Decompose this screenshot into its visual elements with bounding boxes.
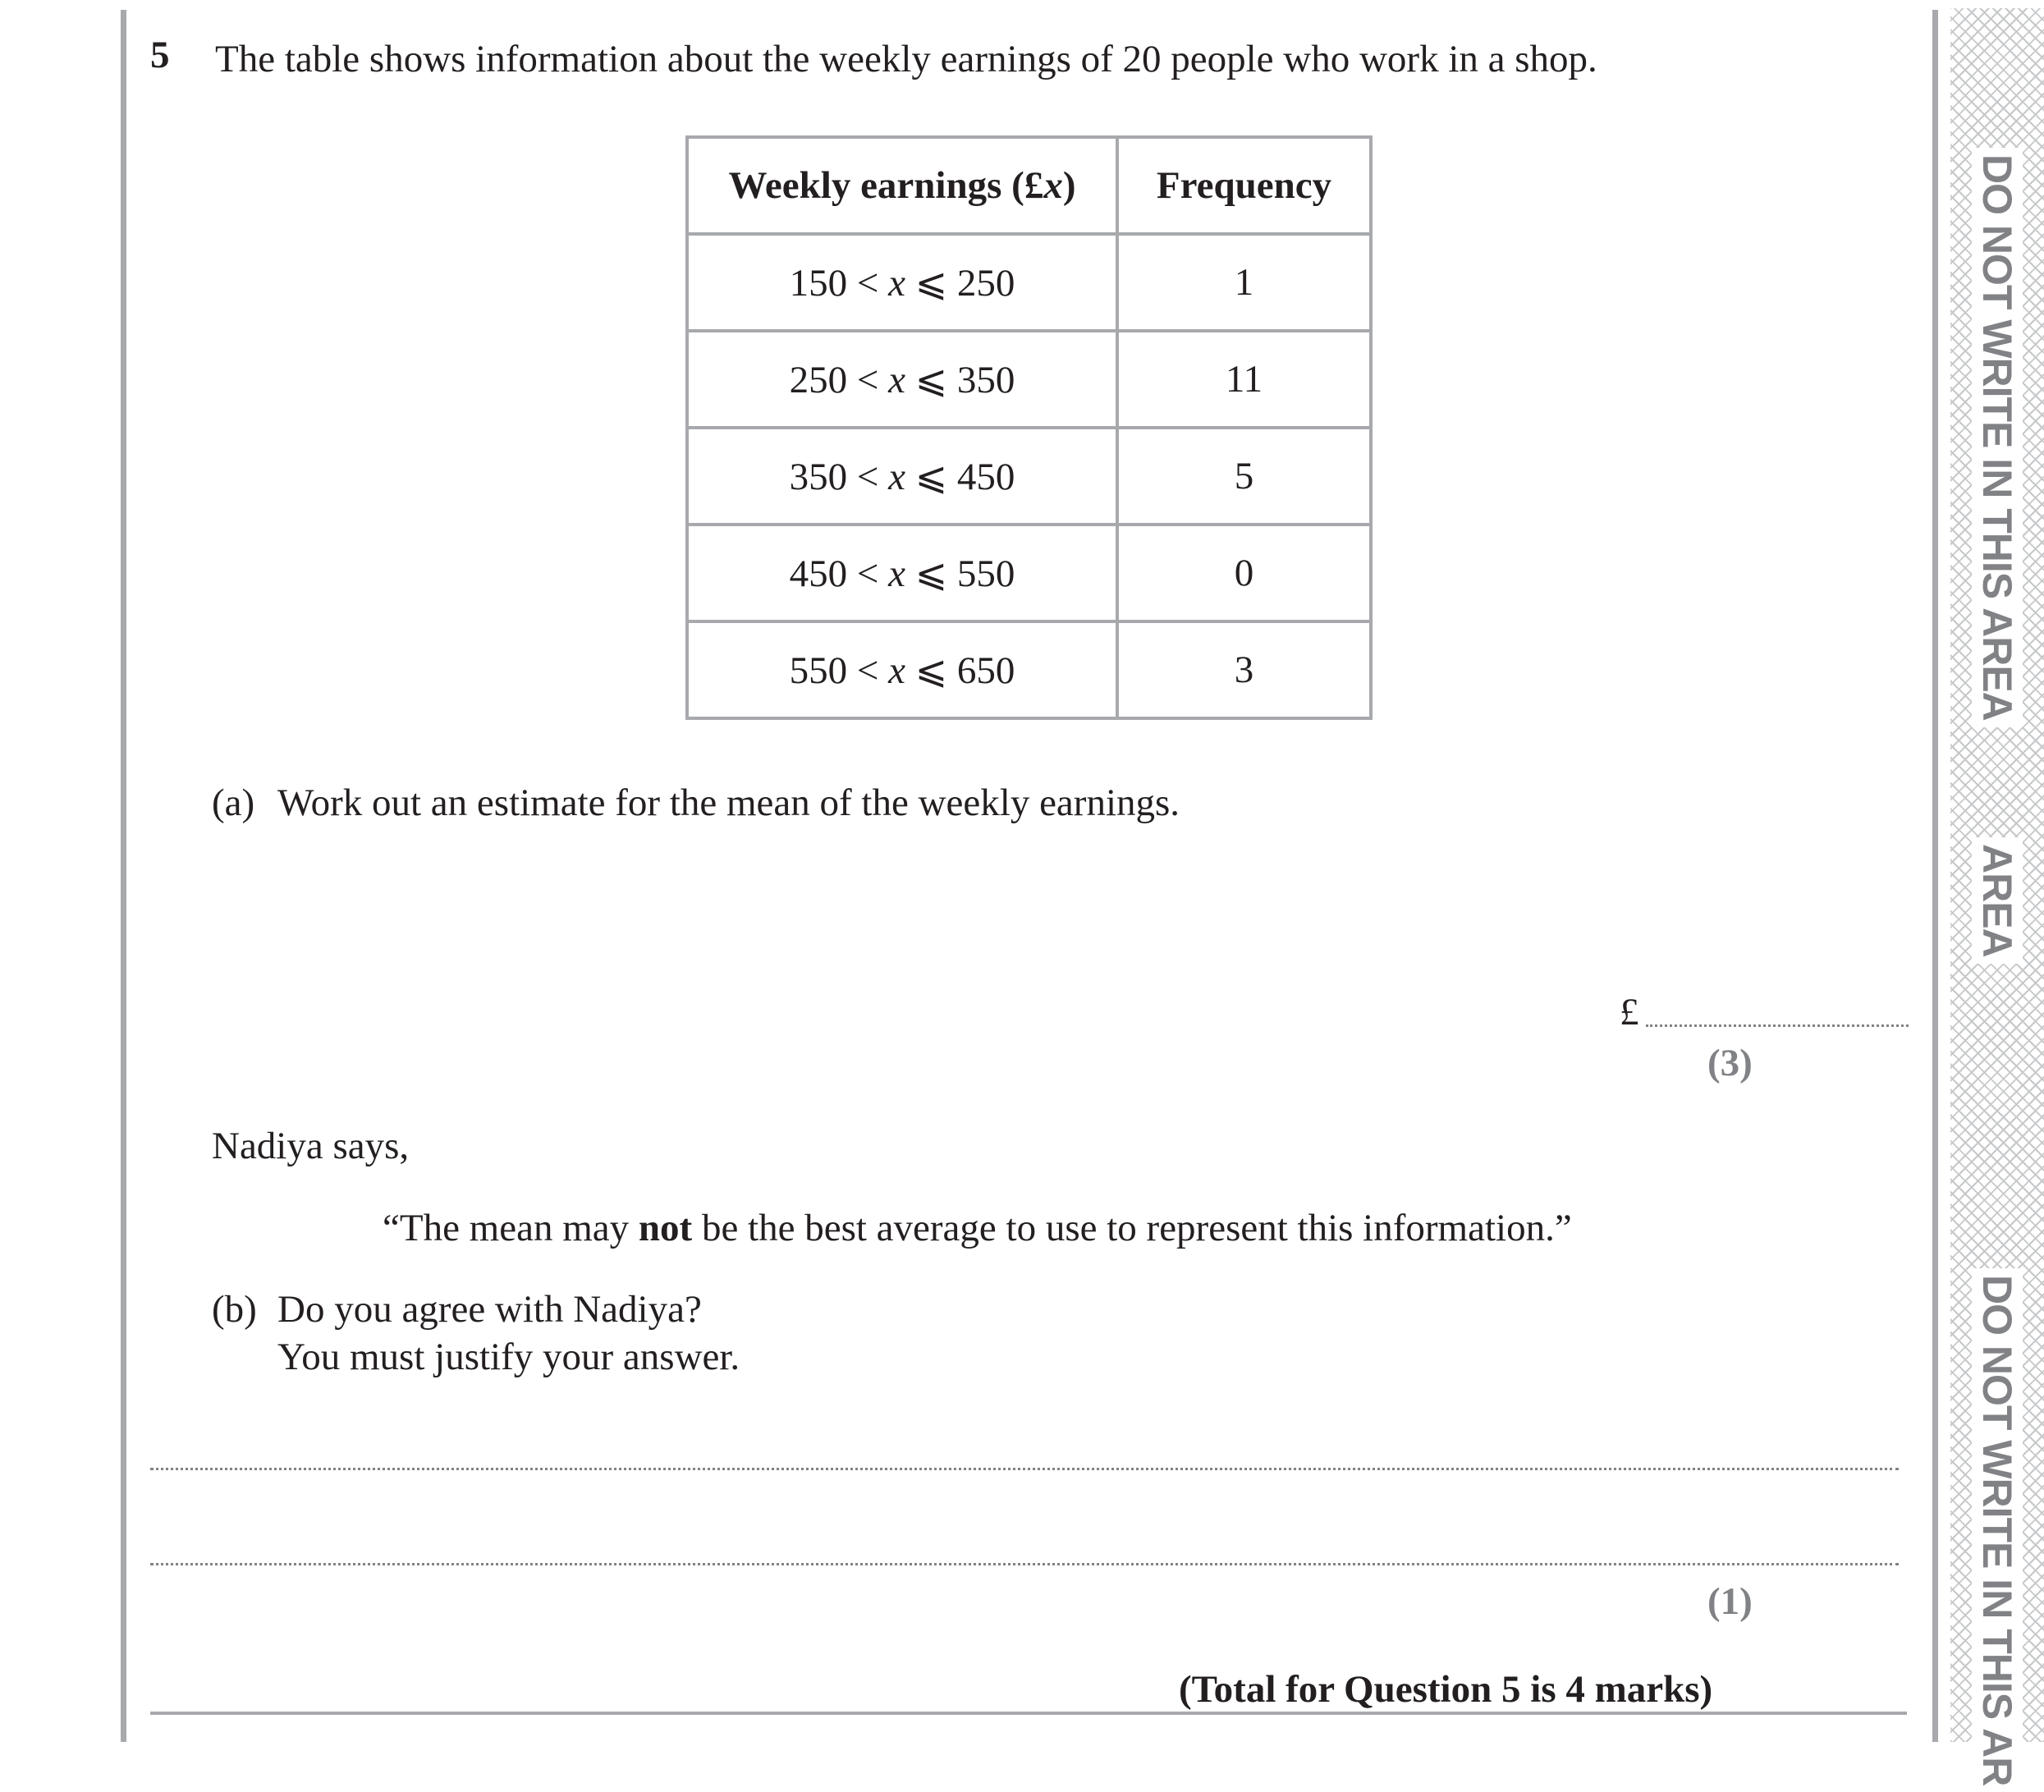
quote-start: “The mean may [383,1207,639,1249]
question-total-marks: (Total for Question 5 is 4 marks) [1179,1668,1713,1711]
margin-warning-middle: AREA [1972,837,2023,964]
table-row [687,621,1371,718]
part-b-instruction: You must justify your answer. [277,1336,740,1378]
nadiya-intro: Nadiya says, [212,1125,410,1167]
part-a-marks: (3) [1707,1042,1753,1084]
quote-end: be the best average to use to represent this information.” [692,1207,1572,1249]
left-page-rule [121,10,126,1742]
table-header-row [687,137,1371,234]
interval-cell: 150 < x ⩽ 250 [687,234,1117,331]
frequency-cell: 0 [1117,525,1371,621]
margin-warning-top: DO NOT WRITE IN THIS AREA [1972,148,2023,727]
variable-x: x [888,552,905,595]
frequency-cell: 5 [1117,428,1371,525]
interval-cell: 250 < x ⩽ 350 [687,331,1117,428]
answer-currency-symbol: £ [1620,991,1639,1033]
part-a-answer-line[interactable] [1646,1024,1909,1027]
frequency-cell: 11 [1117,331,1371,428]
variable-x: x [888,649,905,692]
nadiya-quote [383,1205,1572,1251]
table-row [687,525,1371,621]
part-b-answer-line-2[interactable] [150,1563,1899,1565]
question-intro: The table shows information about the weekly earnings of 20 people who work in a shop. [215,38,1597,80]
variable-x: x [888,261,905,305]
variable-x: x [888,455,905,498]
part-b-answer-line-1[interactable] [150,1468,1899,1470]
right-page-rule [1932,10,1938,1742]
variable-x: x [888,358,905,401]
header-frequency: Frequency [1117,137,1371,234]
question-end-rule [150,1712,1907,1715]
interval-cell: 450 < x ⩽ 550 [687,525,1117,621]
part-b-label: (b) [212,1288,257,1331]
margin-warning-bottom: DO NOT WRITE IN THIS AR [1972,1268,2023,1792]
interval-cell: 550 < x ⩽ 650 [687,621,1117,718]
part-b-marks: (1) [1707,1580,1753,1623]
part-a-label: (a) [212,781,255,824]
frequency-cell: 3 [1117,621,1371,718]
earnings-frequency-table [685,135,1373,720]
table-row [687,234,1371,331]
header-weekly-earnings: Weekly earnings (£x) [687,137,1117,234]
question-number: 5 [150,34,170,76]
do-not-write-margin [1950,8,2044,1786]
frequency-cell: 1 [1117,234,1371,331]
table-row [687,428,1371,525]
interval-cell: 350 < x ⩽ 450 [687,428,1117,525]
quote-bold-word: not [638,1207,693,1249]
part-a-question: Work out an estimate for the mean of the weekly earnings. [277,781,1180,824]
part-b-question: Do you agree with Nadiya? [277,1288,702,1331]
table-row [687,331,1371,428]
variable-x: x [1043,164,1063,207]
